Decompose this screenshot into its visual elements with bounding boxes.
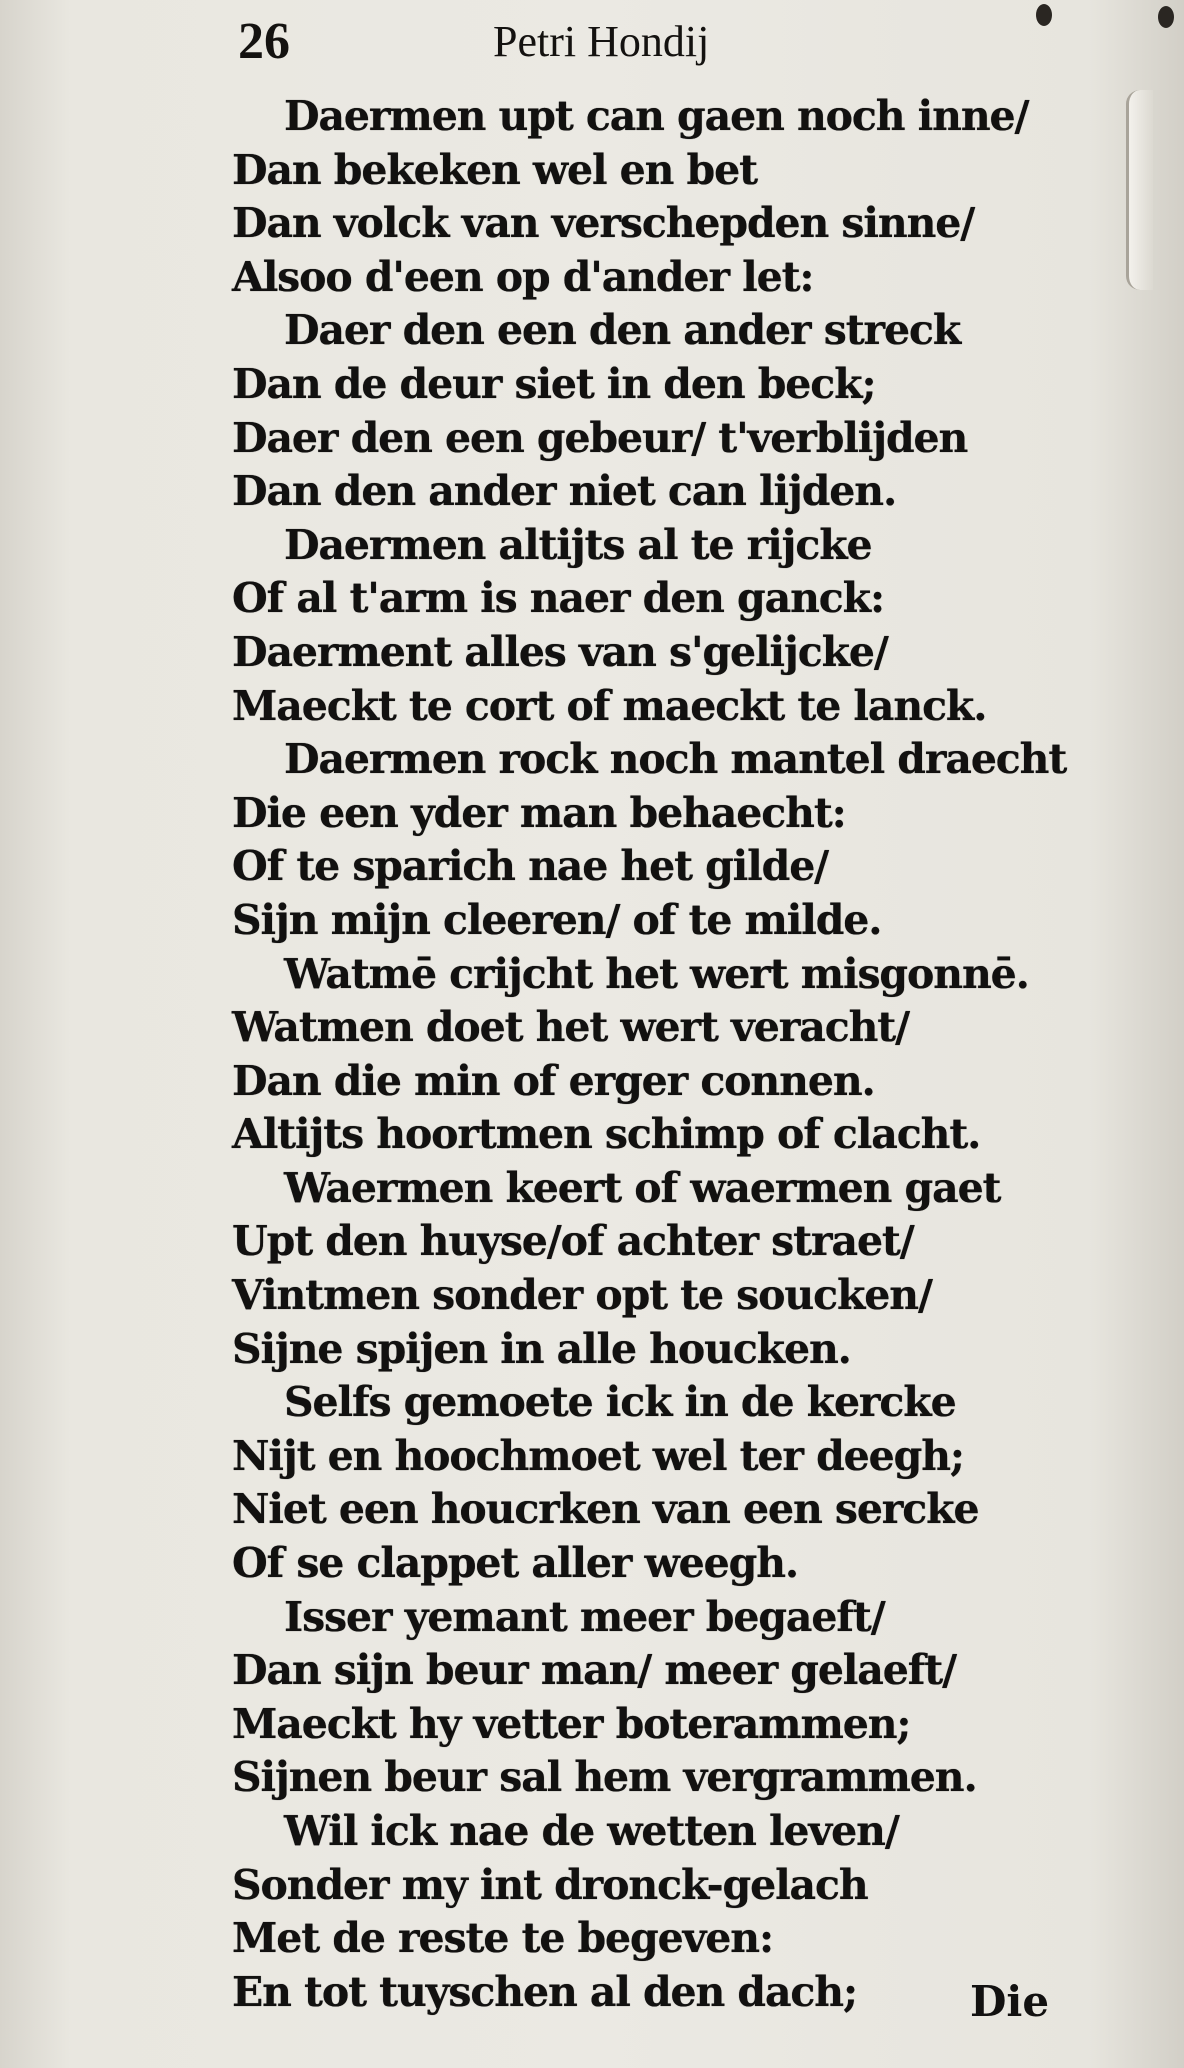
poem-line: Waermen keert of waermen gaet [284, 1163, 1001, 1212]
running-head: Petri Hondij [493, 17, 710, 66]
poem-line: Dan de deur siet in den beck; [232, 359, 876, 408]
page-number: 26 [238, 13, 290, 70]
poem-line: Sijnen beur sal hem vergrammen. [232, 1753, 977, 1802]
poem-line: Dan sijn beur man/ meer gelaeft/ [232, 1646, 956, 1695]
poem-line: Daermen rock noch mantel draecht [284, 735, 1067, 784]
binding-hole [1158, 6, 1174, 28]
poem-line: Daer den een den ander streck [284, 306, 961, 355]
poem-line: Die een yder man behaecht: [232, 788, 846, 837]
poem-text [232, 90, 1112, 2019]
page-tear [1126, 90, 1153, 290]
poem-line: Dan die min of erger connen. [232, 1056, 875, 1105]
poem-line: Daer den een gebeur/ t'verblijden [232, 413, 968, 462]
catchword: Die [970, 1977, 1050, 2026]
poem-line: Daermen altijts al te rijcke [284, 520, 872, 569]
poem-line: Maeckt te cort of maeckt te lanck. [232, 681, 987, 730]
binding-hole [1036, 4, 1052, 26]
poem-line: Daermen upt can gaen noch inne/ [284, 92, 1029, 140]
poem-line: Watmen doet het wert veracht/ [232, 1003, 910, 1052]
poem-line: Nijt en hoochmoet wel ter deegh; [232, 1431, 964, 1480]
page-header [238, 10, 858, 74]
poem-line: Alsoo d'een op d'ander let: [232, 252, 814, 301]
poem-line: Of al t'arm is naer den ganck: [232, 574, 885, 623]
poem-line: Maeckt hy vetter boterammen; [232, 1699, 911, 1748]
poem-line: Dan bekeken wel en bet [232, 145, 757, 194]
poem-line: Daerment alles van s'gelijcke/ [232, 627, 888, 676]
poem-line: Upt den huyse/of achter straet/ [232, 1217, 914, 1266]
poem-line: Isser yemant meer begaeft/ [284, 1592, 885, 1641]
poem-line: Watmē crijcht het wert misgonnē. [284, 949, 1029, 998]
poem-line: Dan volck van verschepden sinne/ [232, 199, 975, 248]
poem-line: Sonder my int dronck-gelach [232, 1860, 868, 1909]
poem-line: Vintmen sonder opt te soucken/ [232, 1271, 932, 1320]
poem-line: Of se clappet aller weegh. [232, 1539, 799, 1588]
poem-line: Sijne spijen in alle houcken. [232, 1324, 851, 1373]
poem-line: Met de reste te begeven: [232, 1914, 774, 1963]
poem-line: En tot tuyschen al den dach; [232, 1967, 858, 2016]
poem-line: Niet een houcrken van een sercke [232, 1485, 979, 1534]
poem-line: Sijn mijn cleeren/ of te milde. [232, 895, 882, 944]
poem-line: Wil ick nae de wetten leven/ [284, 1807, 899, 1855]
poem-line: Of te sparich nae het gilde/ [232, 842, 829, 891]
poem-line: Selfs gemoete ick in de kercke [284, 1378, 956, 1427]
poem-line: Dan den ander niet can lijden. [232, 467, 897, 516]
poem-line: Altijts hoortmen schimp of clacht. [232, 1110, 981, 1159]
